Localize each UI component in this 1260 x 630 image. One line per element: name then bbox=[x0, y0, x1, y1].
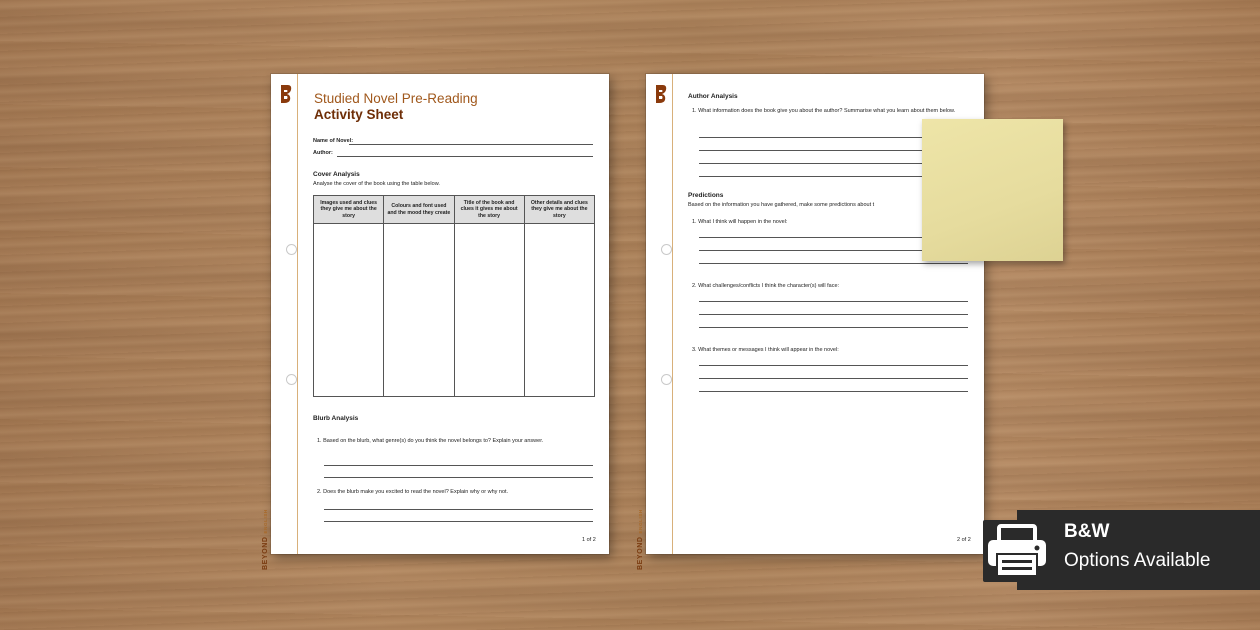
table-cell[interactable] bbox=[524, 224, 594, 397]
predictions-instruction: Based on the information you have gathered, make some predictions about t bbox=[688, 202, 875, 208]
name-of-novel-label: Name of Novel: bbox=[313, 138, 354, 144]
answer-line[interactable] bbox=[699, 378, 968, 379]
blurb-question-1: 1. Based on the blurb, what genre(s) do you think the novel belongs to? Explain your answer. bbox=[317, 438, 544, 444]
predictions-heading: Predictions bbox=[688, 192, 724, 199]
prediction-question-1: 1. What I think will happen in the novel: bbox=[692, 219, 788, 225]
brand-vertical: BEYONDENGLISH bbox=[637, 509, 644, 570]
answer-line[interactable] bbox=[699, 314, 968, 315]
answer-line[interactable] bbox=[699, 391, 968, 392]
answer-line[interactable] bbox=[324, 509, 593, 510]
blurb-question-2: 2. Does the blurb make you excited to read the novel? Explain why or why not. bbox=[317, 489, 509, 495]
beyond-logo-icon bbox=[279, 84, 293, 104]
page-subtitle: Activity Sheet bbox=[314, 107, 404, 122]
table-header: Other details and clues they give me about the story bbox=[524, 196, 594, 224]
prediction-question-3: 3. What themes or messages I think will appear in the novel: bbox=[692, 347, 839, 353]
punch-hole bbox=[661, 374, 672, 385]
table-cell[interactable] bbox=[454, 224, 524, 397]
bw-options-badge bbox=[1017, 510, 1260, 590]
table-header: Images used and clues they give me about the story bbox=[314, 196, 384, 224]
punch-hole bbox=[286, 374, 297, 385]
badge-title: B&W bbox=[1064, 521, 1110, 542]
margin-stripe bbox=[672, 74, 673, 554]
printer-icon bbox=[983, 520, 1051, 582]
answer-line[interactable] bbox=[699, 263, 968, 264]
cover-analysis-instruction: Analyse the cover of the book using the table below. bbox=[313, 181, 440, 187]
punch-hole bbox=[286, 244, 297, 255]
sticky-note bbox=[922, 119, 1063, 261]
page-title: Studied Novel Pre-Reading bbox=[314, 91, 478, 106]
author-question-1: 1. What information does the book give you about the author? Summarise what you learn about them below. bbox=[692, 108, 956, 114]
answer-line[interactable] bbox=[324, 465, 593, 466]
answer-line[interactable] bbox=[324, 521, 593, 522]
cover-analysis-heading: Cover Analysis bbox=[313, 171, 360, 178]
blurb-analysis-heading: Blurb Analysis bbox=[313, 415, 359, 422]
author-line bbox=[337, 156, 593, 157]
cover-analysis-table bbox=[313, 195, 595, 397]
answer-line[interactable] bbox=[324, 477, 593, 478]
answer-line[interactable] bbox=[699, 301, 968, 302]
table-header: Colours and font used and the mood they create bbox=[384, 196, 454, 224]
page-number: 2 of 2 bbox=[957, 537, 971, 543]
page-number: 1 of 2 bbox=[582, 537, 596, 543]
author-analysis-heading: Author Analysis bbox=[688, 93, 738, 100]
brand-vertical: BEYONDENGLISH bbox=[262, 509, 269, 570]
answer-line[interactable] bbox=[699, 327, 968, 328]
table-cell[interactable] bbox=[314, 224, 384, 397]
prediction-question-2: 2. What challenges/conflicts I think the character(s) will face: bbox=[692, 283, 840, 289]
table-header: Title of the book and clues it gives me about the story bbox=[454, 196, 524, 224]
name-of-novel-line bbox=[349, 144, 593, 145]
margin-stripe bbox=[297, 74, 298, 554]
author-label: Author: bbox=[313, 150, 333, 156]
badge-subtitle: Options Available bbox=[1064, 550, 1211, 571]
beyond-logo-icon bbox=[654, 84, 668, 104]
worksheet-page-1 bbox=[262, 74, 609, 570]
punch-hole bbox=[661, 244, 672, 255]
answer-line[interactable] bbox=[699, 365, 968, 366]
table-cell[interactable] bbox=[384, 224, 454, 397]
